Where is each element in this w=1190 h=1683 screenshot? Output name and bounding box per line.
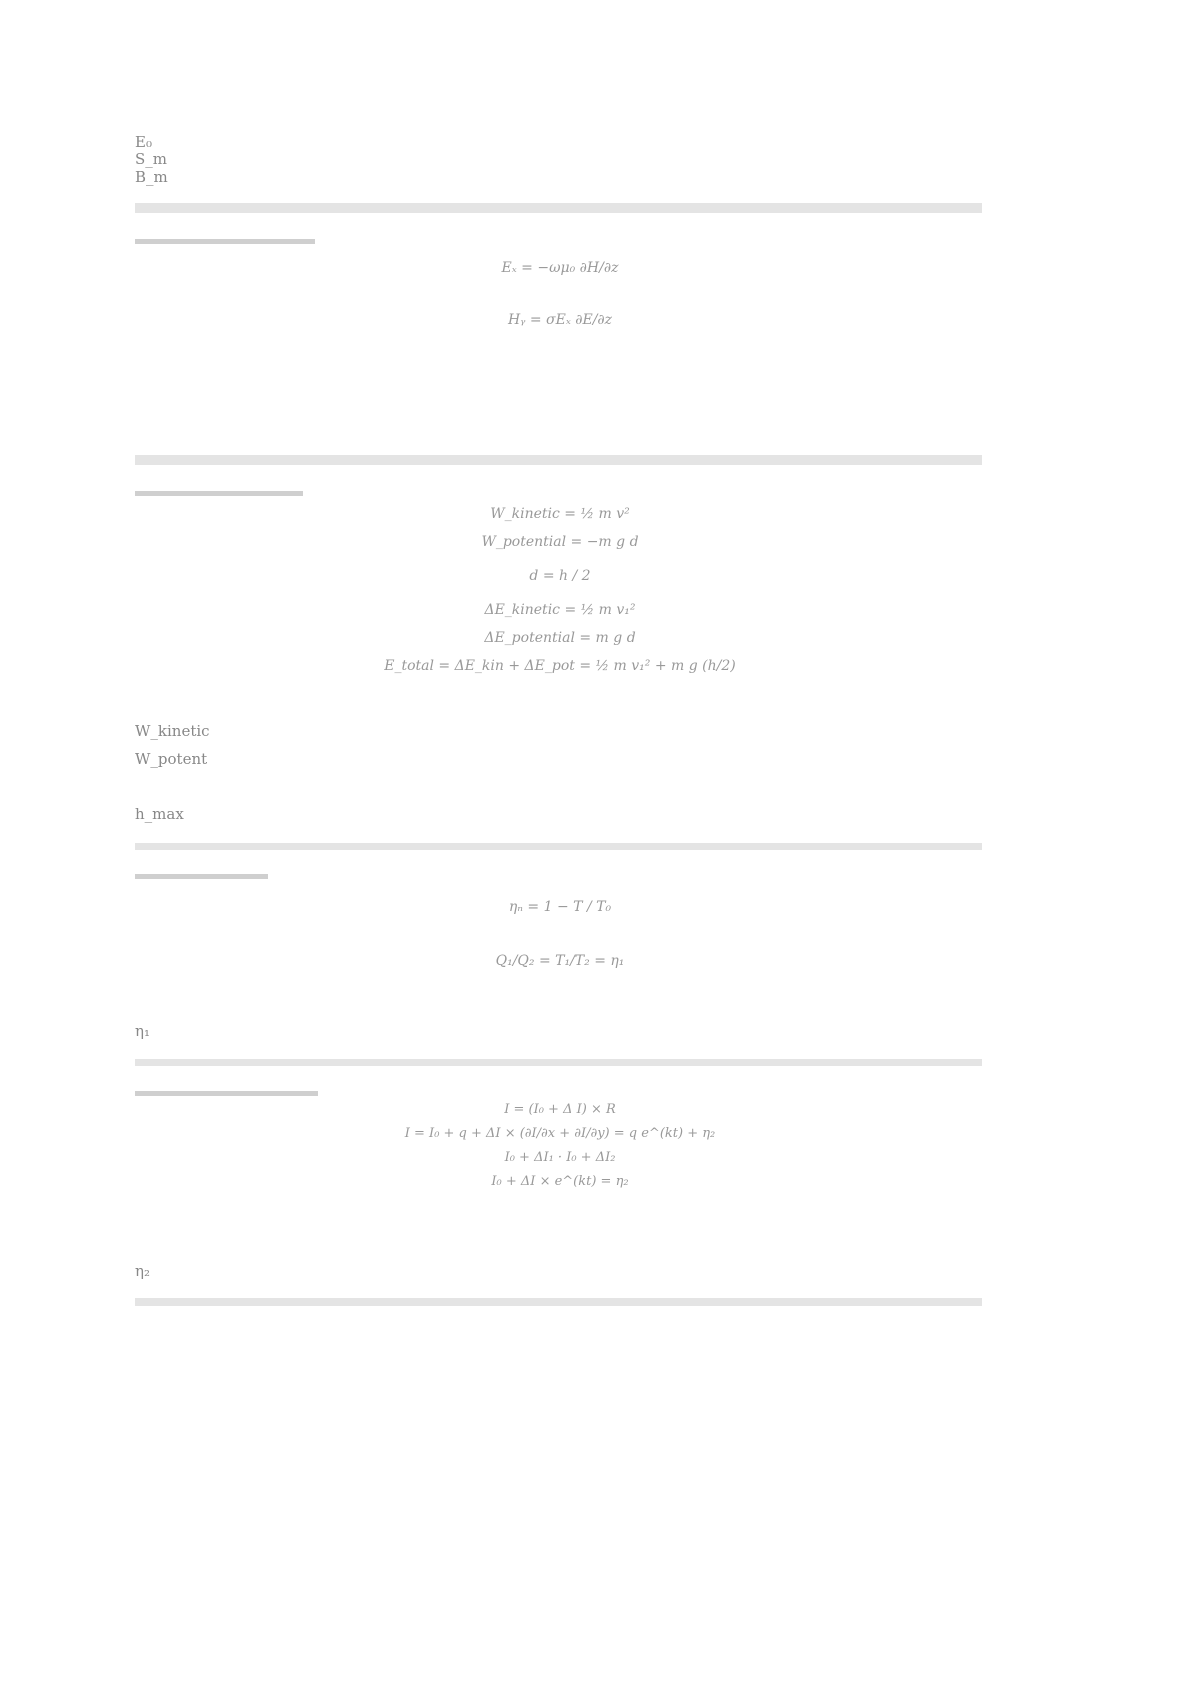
note: h_max [135,805,184,823]
equation: I = I₀ + q + ΔI × (∂I/∂x + ∂I/∂y) = q e^(kt) + η₂ [404,1126,716,1141]
equation: I₀ + ΔI × e^(kt) = η₂ [491,1174,629,1189]
note: W_kinetic [135,722,210,740]
section-divider [135,455,982,465]
equation: ΔE_kinetic = ½ m v₁² [484,602,636,618]
note: W_potent [135,750,208,768]
equation: E_total = ΔE_kin + ΔE_pot = ½ m v₁² + m g (h/2) [384,658,736,674]
equation: Q₁/Q₂ = T₁/T₂ = η₁ [495,953,625,969]
equation: I = (I₀ + Δ I) × R [504,1102,616,1117]
section-divider [135,843,982,850]
section-divider [135,1059,982,1066]
equation-block [300,255,820,333]
equation: I₀ + ΔI₁ · I₀ + ΔI₂ [504,1150,616,1165]
equation: d = h / 2 [529,568,591,584]
equation-block [300,890,820,978]
section-heading-bar [135,874,268,879]
equation: W_kinetic = ½ m v² [490,506,630,522]
equation-block [240,1098,880,1194]
equation: Hᵧ = σEₓ ∂E/∂z [507,312,613,328]
note: η₁ [135,1022,150,1040]
header-line: E₀ [135,133,152,151]
equation: Eₓ = −ωμ₀ ∂H/∂z [501,260,619,276]
section-heading-bar [135,239,315,244]
section-divider [135,203,982,213]
section-heading-bar [135,1091,318,1096]
section-heading-bar [135,491,303,496]
note: η₂ [135,1262,150,1280]
header-line: B_m [135,168,168,186]
equation: W_potential = −m g d [481,534,639,550]
section-divider [135,1298,982,1306]
equation-block [240,500,880,680]
equation: ηₙ = 1 − T / T₀ [508,899,612,915]
header-line: S_m [135,150,167,168]
equation: ΔE_potential = m g d [484,630,636,646]
